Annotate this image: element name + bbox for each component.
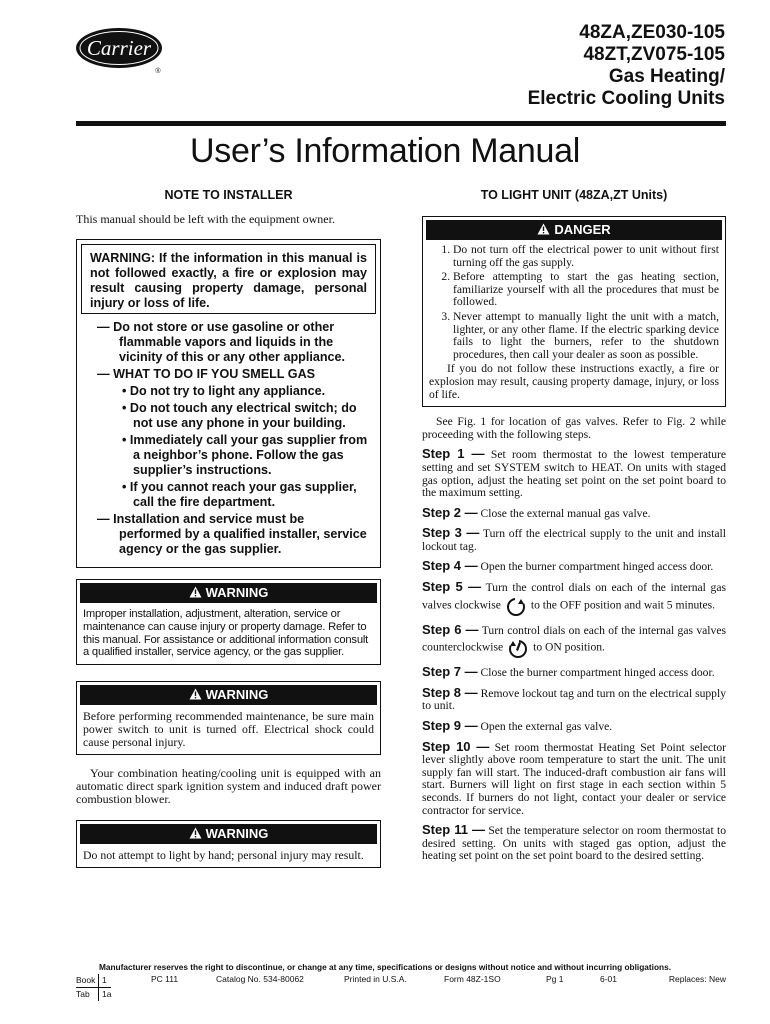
- step-label: Step 11 —: [422, 822, 485, 838]
- form-number: Form 48Z-1SO: [444, 974, 501, 984]
- book-label: Book: [76, 974, 99, 987]
- danger-closing: If you do not follow these instructions exactly, a fire or explosion may result, causing property damage, injury, or loss of life.: [429, 362, 719, 401]
- danger-panel: [422, 216, 726, 407]
- safety-dash-item: — Do not store or use gasoline or other flammable vapors and liquids in the vicinity of this or any other appliance.: [97, 320, 346, 364]
- steps-list: [422, 448, 726, 863]
- tab-value: 1a: [102, 989, 112, 999]
- danger-item: 1. Do not turn off the electrical power to unit without first turning off the gas supply.: [453, 244, 719, 269]
- warning-text: Before performing recommended maintenance, be sure main power switch to unit is turned off. Electrical shock could cause personal injury.: [83, 709, 374, 750]
- model-numbers: [528, 22, 725, 110]
- step-text: Turn the control dials on each of the internal gas valves clockwise: [422, 581, 726, 612]
- safety-bullet-item: • Immediately call your gas supplier from a neighbor’s phone. Follow the gas supplier’s instructions.: [122, 433, 368, 477]
- print-date: 6-01: [600, 974, 618, 984]
- step-4: [422, 560, 726, 574]
- catalog-number: Catalog No. 534-80062: [216, 974, 304, 984]
- registered-mark: ®: [155, 68, 161, 75]
- model-line: Electric Cooling Units: [527, 88, 725, 109]
- step-label: Step 2 —: [422, 504, 478, 520]
- warning-triangle-icon: [189, 827, 202, 839]
- printed-in: Printed in U.S.A.: [344, 974, 407, 984]
- step-6: [422, 621, 726, 660]
- step-text: Turn control dials on each of the internal gas valves counterclockwise: [422, 623, 726, 654]
- footer-disclaimer: Manufacturer reserves the right to discontinue, or change at any time, specifications or designs without notice and without incurring obligations.: [98, 962, 672, 972]
- step-text-after: to ON position.: [533, 640, 605, 654]
- warning-triangle-icon: [189, 586, 202, 598]
- note-to-installer-heading: NOTE TO INSTALLER: [164, 188, 293, 202]
- warning-triangle-icon: [537, 223, 550, 235]
- combination-unit-text: Your combination heating/cooling unit is equipped with an automatic direct spark ignition system and induced draft power combustion blower.: [76, 766, 381, 807]
- see-fig-text: See Fig. 1 for location of gas valves. Refer to Fig. 2 while proceeding with the following steps.: [422, 415, 726, 441]
- warning-panel-3: [76, 820, 381, 868]
- step-label: Step 5 —: [422, 579, 482, 595]
- safety-list: [81, 320, 376, 557]
- danger-item: 2. Before attempting to start the gas heating section, familiarize yourself with all the procedures that must be followed.: [453, 271, 719, 309]
- step-5: [422, 581, 726, 617]
- replaces-text: Replaces: New: [668, 974, 726, 984]
- danger-label: DANGER: [554, 222, 611, 237]
- step-label: Step 7 —: [422, 664, 478, 680]
- step-label: Step 6 —: [422, 621, 479, 637]
- warning-label: WARNING: [205, 585, 269, 600]
- pc-number: PC 111: [151, 974, 179, 984]
- warning-label: WARNING: [205, 687, 269, 703]
- model-line: 48ZA,ZE030-105: [579, 22, 725, 43]
- clockwise-dial-icon: [505, 595, 527, 617]
- book-value: 1: [102, 975, 107, 985]
- tab-label: Tab: [76, 988, 99, 1001]
- step-text: Turn off the electrical supply to the unit and install lockout tag.: [422, 527, 726, 553]
- model-line: 48ZT,ZV075-105: [583, 44, 725, 65]
- warning-header: [80, 824, 377, 844]
- step-2: [422, 504, 726, 521]
- step-label: Step 8 —: [422, 684, 478, 700]
- warning-header: [80, 685, 377, 705]
- step-label: Step 4 —: [422, 558, 478, 574]
- warning-header: [80, 583, 377, 603]
- page-number: Pg 1: [546, 974, 564, 984]
- step-text: Set the temperature selector on room thermostat to desired setting. On units with staged gas option, adjust the heating set point on the set point board to the desired setting.: [422, 824, 727, 863]
- safety-dash-item: — Installation and service must be performed by a qualified installer, service agency or the gas supplier.: [97, 512, 367, 556]
- logo-text: Carrier: [86, 36, 152, 60]
- danger-list: [423, 244, 725, 361]
- danger-header: [426, 220, 722, 240]
- step-1: [422, 448, 726, 499]
- intro-text: This manual should be left with the equipment owner.: [76, 212, 335, 226]
- model-line: Gas Heating/: [608, 66, 725, 87]
- safety-bullet-item: • Do not touch any electrical switch; do not use any phone in your building.: [122, 401, 357, 430]
- step-label: Step 3 —: [422, 525, 480, 541]
- step-text: Set room thermostat to the lowest temperature setting and set SYSTEM switch to HEAT. On units with staged gas option, adjust the heating set point on the set point board to the maximum setting.: [422, 448, 727, 500]
- warning-panel-1: [76, 579, 381, 665]
- warning-label: WARNING: [205, 826, 269, 842]
- warning-panel-2: [76, 681, 381, 755]
- danger-item: 3. Never attempt to manually light the unit with a match, lighter, or any other flame. If the electric sparking device fails to light the burners, refer to the shutdown procedures, then call your dealer as soon as possible.: [453, 311, 719, 361]
- step-label: Step 1 —: [422, 446, 485, 462]
- step-text: Close the external manual gas valve.: [480, 506, 651, 520]
- step-9: [422, 720, 726, 734]
- step-text: Open the external gas valve.: [480, 720, 613, 734]
- right-column: [422, 188, 726, 870]
- safety-bullet-item: • If you cannot reach your gas supplier, call the fire department.: [122, 480, 357, 509]
- counterclockwise-dial-icon: [507, 637, 529, 659]
- step-text: Close the burner compartment hinged access door.: [480, 666, 715, 680]
- step-text-after: to the OFF position and wait 5 minutes.: [530, 598, 716, 612]
- step-text: Remove lockout tag and turn on the electrical supply to unit.: [422, 686, 727, 713]
- step-7: [422, 666, 726, 680]
- step-label: Step 9 —: [422, 718, 478, 734]
- book-tab-box: [76, 974, 111, 1001]
- warning-text: Improper installation, adjustment, alteration, service or maintenance can cause injury or property damage. Refer to this manual. For assistance or additional information consult a qualified installer, service agency, or the gas supplier.: [83, 608, 369, 659]
- step-text: Open the burner compartment hinged access door.: [480, 560, 714, 574]
- step-text: Set room thermostat Heating Set Point selector lever slightly above room temperature to start the unit. The unit supply fan will start. The induced-draft combustion air fans will start. Burners will light on first stage in each section within 5 seconds. If burners do not light, contact your dealer or service contractor for service.: [422, 740, 726, 817]
- step-11: [422, 824, 726, 863]
- gas-safety-box: [76, 239, 381, 568]
- safety-bullet-item: • Do not try to light any appliance.: [122, 384, 326, 398]
- step-8: [422, 684, 727, 713]
- step-10: [422, 738, 726, 818]
- carrier-logo: [74, 24, 170, 76]
- to-light-unit-heading: TO LIGHT UNIT (48ZA,ZT Units): [480, 188, 668, 202]
- step-3: [422, 527, 726, 553]
- page-title: User’s Information Manual: [190, 132, 580, 170]
- header-rule: [76, 121, 726, 126]
- warning-text: Do not attempt to light by hand; personal injury may result.: [83, 848, 364, 863]
- warning-statement: WARNING: If the information in this manual is not followed exactly, a fire or explosion may result causing property damage, personal injury or loss of life.: [81, 244, 376, 314]
- left-column: [76, 188, 381, 868]
- step-label: Step 10 —: [422, 738, 490, 754]
- warning-triangle-icon: [189, 688, 202, 700]
- safety-dash-item: — WHAT TO DO IF YOU SMELL GAS: [97, 367, 316, 381]
